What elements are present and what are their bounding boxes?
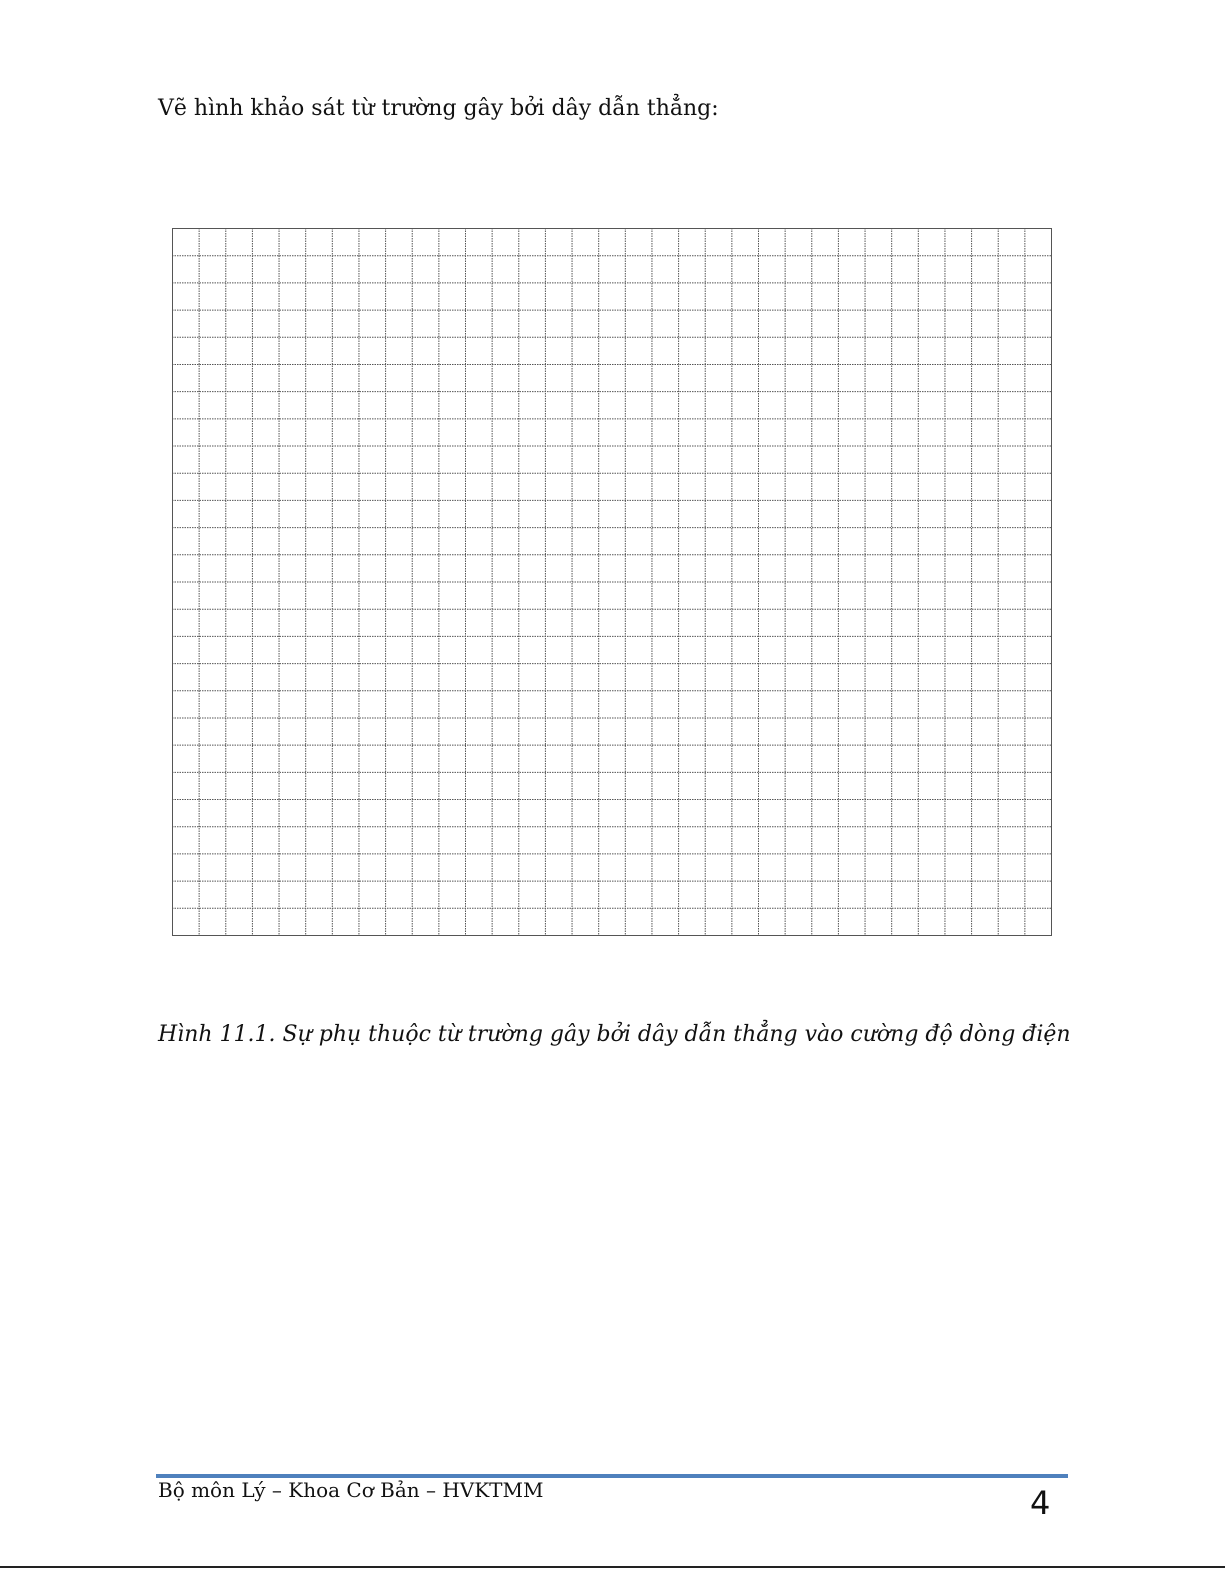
graph-paper-grid [172,228,1052,936]
grid-svg [172,228,1052,936]
page-number: 4 [1030,1484,1051,1522]
footer-text: Bộ môn Lý – Khoa Cơ Bản – HVKTMM [158,1478,544,1502]
page-edge-line [0,1566,1225,1568]
figure-caption: Hình 11.1. Sự phụ thuộc từ trường gây bởi dây dẫn thẳng vào cường độ dòng điện [158,1022,1071,1047]
instruction-text: Vẽ hình khảo sát từ trường gây bởi dây dẫn thẳng: [158,96,719,121]
